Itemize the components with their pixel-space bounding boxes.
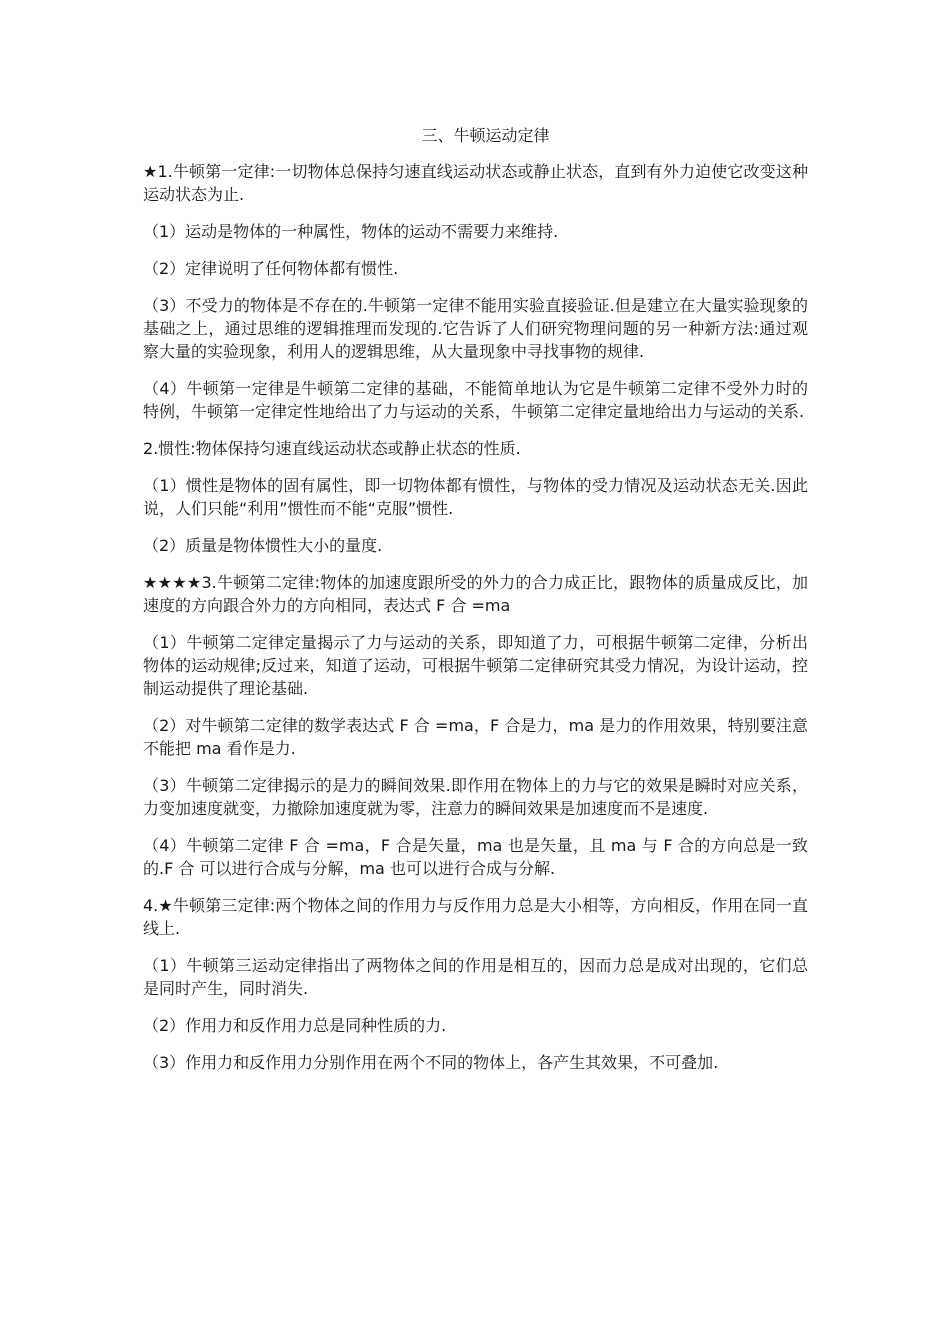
paragraph-third-law-point-2: （2）作用力和反作用力总是同种性质的力. <box>143 1016 447 1035</box>
paragraph-second-law-point-3: （3）牛顿第二定律揭示的是力的瞬间效果.即作用在物体上的力与它的效果是瞬时对应关系，力变加速度就变，力撤除加速度就为零，注意力的瞬间效果是加速度而不是速度. <box>143 776 808 818</box>
paragraph-second-law: ★★★★3.牛顿第二定律:物体的加速度跟所受的外力的合力成正比，跟物体的质量成反比，加速度的方向跟合外力的方向相同，表达式 F 合 =ma <box>143 573 808 615</box>
paragraph-second-law-point-2: （2）对牛顿第二定律的数学表达式 F 合 =ma，F 合是力，ma 是力的作用效果，特别要注意不能把 ma 看作是力. <box>143 716 808 758</box>
page-title: 三、牛顿运动定律 <box>421 126 550 145</box>
paragraph-inertia-point-2: （2）质量是物体惯性大小的量度. <box>143 536 383 555</box>
paragraph-third-law-point-1: （1）牛顿第三运动定律指出了两物体之间的作用是相互的，因而力总是成对出现的，它们总是同时产生，同时消失. <box>143 956 808 998</box>
paragraph-inertia-point-1: （1）惯性是物体的固有属性，即一切物体都有惯性，与物体的受力情况及运动状态无关.因此说，人们只能“利用”惯性而不能“克服”惯性. <box>143 476 808 518</box>
paragraph-inertia: 2.惯性:物体保持匀速直线运动状态或静止状态的性质. <box>143 439 521 458</box>
paragraph-second-law-point-1: （1）牛顿第二定律定量揭示了力与运动的关系，即知道了力，可根据牛顿第二定律，分析出物体的运动规律;反过来，知道了运动，可根据牛顿第二定律研究其受力情况，为设计运动，控制运动提供了理论基础. <box>143 633 808 698</box>
paragraph-first-law-point-2: （2）定律说明了任何物体都有惯性. <box>143 259 399 278</box>
paragraph-third-law-point-3: （3）作用力和反作用力分别作用在两个不同的物体上，各产生其效果，不可叠加. <box>143 1053 719 1072</box>
paragraph-second-law-point-4: （4）牛顿第二定律 F 合 =ma，F 合是矢量，ma 也是矢量，且 ma 与 F 合的方向总是一致的.F 合 可以进行合成与分解，ma 也可以进行合成与分解. <box>143 836 808 878</box>
paragraph-first-law: ★1.牛顿第一定律:一切物体总保持匀速直线运动状态或静止状态，直到有外力迫使它改变这种运动状态为止. <box>143 162 808 204</box>
paragraph-first-law-point-1: （1）运动是物体的一种属性，物体的运动不需要力来维持. <box>143 222 559 241</box>
document-page <box>143 124 808 1088</box>
paragraph-first-law-point-3: （3）不受力的物体是不存在的.牛顿第一定律不能用实验直接验证.但是建立在大量实验现象的基础之上，通过思维的逻辑推理而发现的.它告诉了人们研究物理问题的另一种新方法:通过观察大量的实验现象，利用人的逻辑思维，从大量现象中寻找事物的规律. <box>143 296 808 361</box>
paragraph-third-law: 4.★牛顿第三定律:两个物体之间的作用力与反作用力总是大小相等，方向相反，作用在同一直线上. <box>143 896 808 938</box>
paragraph-first-law-point-4: （4）牛顿第一定律是牛顿第二定律的基础，不能简单地认为它是牛顿第二定律不受外力时的特例，牛顿第一定律定性地给出了力与运动的关系，牛顿第二定律定量地给出力与运动的关系. <box>143 379 808 421</box>
